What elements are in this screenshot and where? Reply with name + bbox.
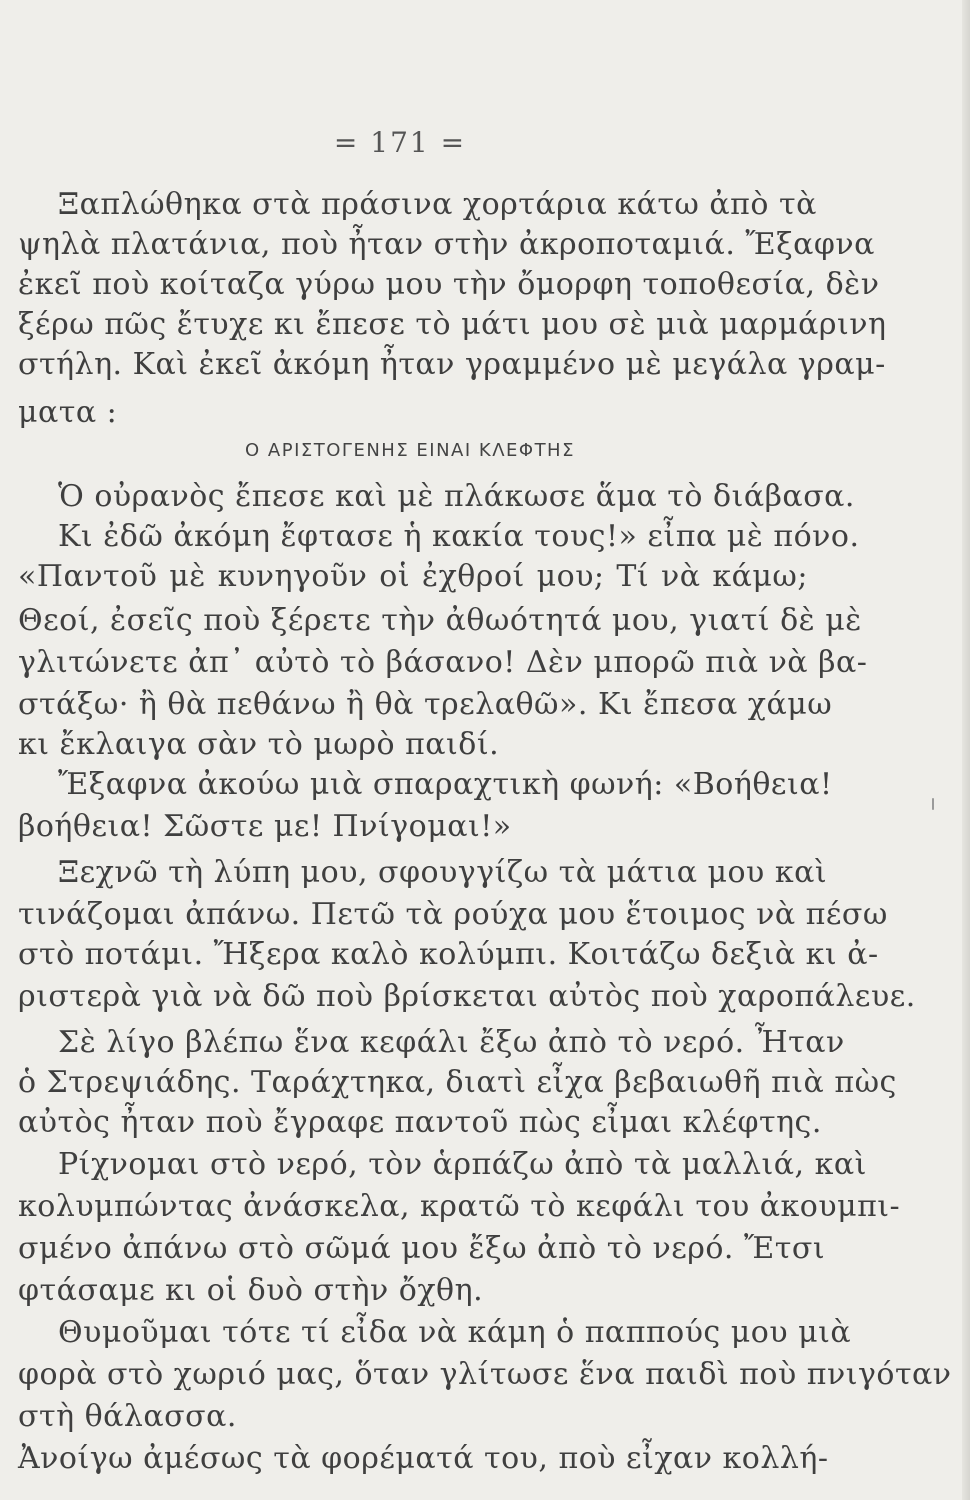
text-line-4: ξέρω πῶς ἔτυχε κι ἔπεσε τὸ μάτι μου σὲ μιὰ μαρμάρινη [18, 307, 887, 342]
text-line-1: Ξαπλώθηκα στὰ πράσινα χορτάρια κάτω ἀπὸ τὰ [58, 187, 817, 222]
text-line-2: ψηλὰ πλατάνια, ποὺ ἦταν στὴν ἀκροποταμιά. Ἔξαφνα [18, 227, 875, 262]
text-line-15: βοήθεια! Σῶστε με! Πνίγομαι!» [18, 809, 512, 844]
text-line-17: τινάζομαι ἀπάνω. Πετῶ τὰ ρούχα μου ἕτοιμος νὰ πέσω [18, 897, 888, 932]
text-line-12: στάξω· ἢ θὰ πεθάνω ἢ θὰ τρελαθῶ». Κι ἔπεσα χάμω [18, 687, 833, 722]
text-line-6: ματα : [18, 395, 118, 430]
page-number: = 171 = [333, 126, 467, 159]
text-line-24: κολυμπώντας ἀνάσκελα, κρατῶ τὸ κεφάλι του ἀκουμπι- [18, 1189, 901, 1224]
text-line-23: Ρίχνομαι στὸ νερό, τὸν ἁρπάζω ἀπὸ τὰ μαλλιά, καὶ [58, 1147, 867, 1182]
text-line-18: στὸ ποτάμι. Ἤξερα καλὸ κολύμπι. Κοιτάζω δεξιὰ κι ἀ- [18, 937, 879, 972]
text-line-16: Ξεχνῶ τὴ λύπη μου, σφουγγίζω τὰ μάτια μου καὶ [58, 855, 828, 890]
text-line-7: Ὁ οὐρανὸς ἔπεσε καὶ μὲ πλάκωσε ἅμα τὸ διάβασα. [58, 479, 855, 514]
text-line-22: αὐτὸς ἦταν ποὺ ἔγραφε παντοῦ πὼς εἶμαι κλέφτης. [18, 1105, 822, 1140]
text-line-14: Ἔξαφνα ἀκούω μιὰ σπαραχτικὴ φωνή: «Βοήθεια! [58, 767, 833, 802]
text-line-21: ὁ Στρεψιάδης. Ταράχτηκα, διατὶ εἶχα βεβαιωθῆ πιὰ πὼς [18, 1065, 897, 1100]
text-line-25: σμένο ἀπάνω στὸ σῶμά μου ἔξω ἀπὸ τὸ νερό. Ἔτσι [18, 1231, 826, 1266]
text-line-3: ἐκεῖ ποὺ κοίταζα γύρω μου τὴν ὄμορφη τοποθεσία, δὲν [18, 267, 880, 302]
text-line-5: στήλη. Καὶ ἐκεῖ ἀκόμη ἦταν γραμμένο μὲ μεγάλα γραμ- [18, 347, 886, 382]
text-line-29: στὴ θάλασσα. [18, 1399, 237, 1434]
paper-speck [932, 798, 934, 810]
text-line-20: Σὲ λίγο βλέπω ἕνα κεφάλι ἔξω ἀπὸ τὸ νερό. Ἦταν [58, 1025, 845, 1060]
text-line-8: Κι ἐδῶ ἀκόμη ἔφτασε ἡ κακία τους!» εἶπα μὲ πόνο. [58, 519, 860, 554]
text-line-9: «Παντοῦ μὲ κυνηγοῦν οἱ ἐχθροί μου; Τί νὰ κάμω; [18, 559, 808, 594]
page-edge [962, 0, 970, 1500]
text-line-19: ριστερὰ γιὰ νὰ δῶ ποὺ βρίσκεται αὐτὸς ποὺ χαροπάλευε. [18, 979, 916, 1014]
text-line-27: Θυμοῦμαι τότε τί εἶδα νὰ κάμη ὁ παππούς μου μιὰ [58, 1315, 852, 1350]
text-line-28: φορὰ στὸ χωριό μας, ὅταν γλίτωσε ἕνα παιδὶ ποὺ πνιγόταν [18, 1357, 952, 1392]
text-line-26: φτάσαμε κι οἱ δυὸ στὴν ὄχθη. [18, 1273, 484, 1308]
text-line-11: γλιτώνετε ἀπ᾽ αὐτὸ τὸ βάσανο! Δὲν μπορῶ πιὰ νὰ βα- [18, 645, 868, 680]
text-line-10: Θεοί, ἐσεῖς ποὺ ξέρετε τὴν ἀθωότητά μου, γιατί δὲ μὲ [18, 603, 862, 638]
inscription-heading: Ο ΑΡΙΣΤΟΓΕΝΗΣ ΕΙΝΑΙ ΚΛΕΦΤΗΣ [245, 440, 575, 461]
text-line-13: κι ἔκλαιγα σὰν τὸ μωρὸ παιδί. [18, 727, 500, 762]
text-line-30: Ἀνοίγω ἀμέσως τὰ φορέματά του, ποὺ εἶχαν κολλή- [18, 1441, 829, 1476]
